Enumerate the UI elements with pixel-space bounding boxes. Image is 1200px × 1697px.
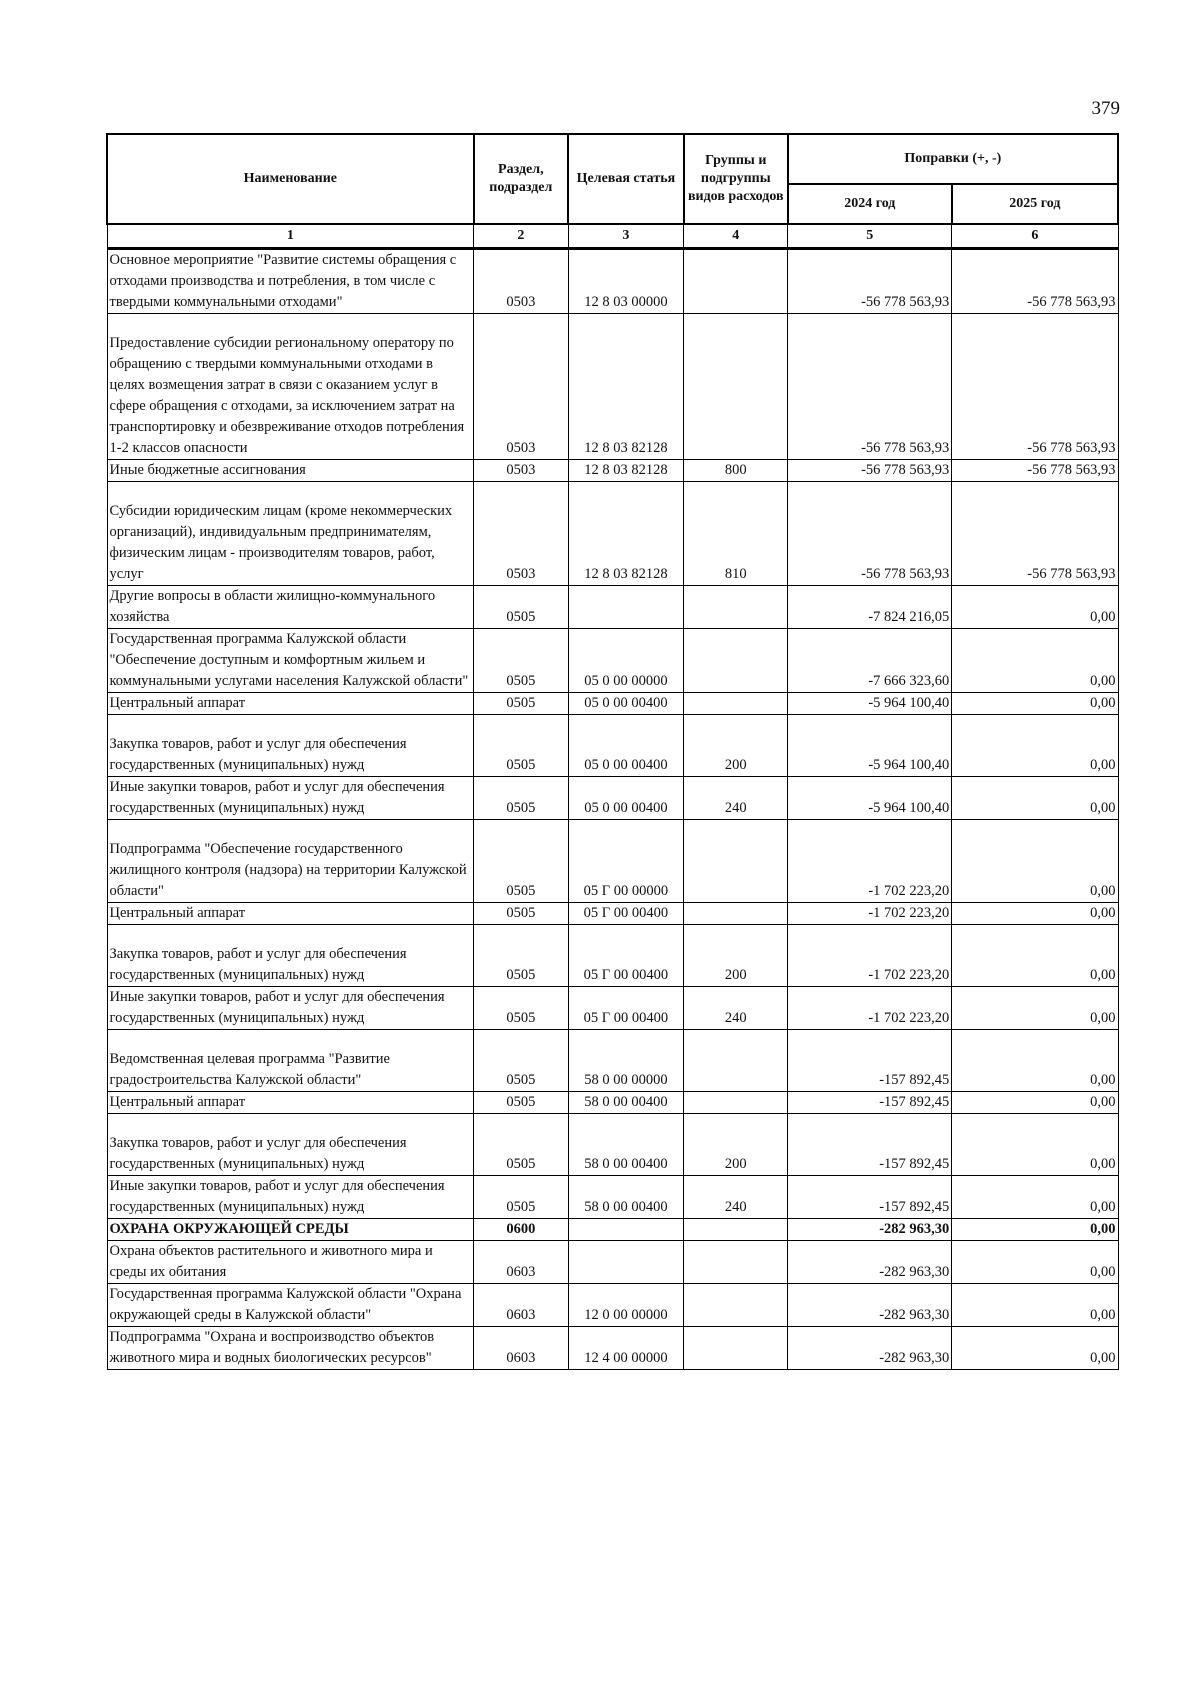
- row-amount-2024: -5 964 100,40: [788, 693, 952, 715]
- header-name: Наименование: [107, 134, 474, 224]
- row-target: 05 Г 00 00400: [568, 925, 684, 987]
- row-amount-2025: 0,00: [952, 1114, 1118, 1176]
- row-target: 58 0 00 00400: [568, 1114, 684, 1176]
- row-target: 05 0 00 00000: [568, 629, 684, 693]
- row-amount-2024: -56 778 563,93: [788, 249, 952, 314]
- table-row: [107, 249, 1118, 314]
- row-amount-2025: -56 778 563,93: [952, 314, 1118, 460]
- row-group: [684, 314, 788, 460]
- row-amount-2024: -56 778 563,93: [788, 482, 952, 586]
- table-row: [107, 1030, 1118, 1092]
- row-target: 05 Г 00 00000: [568, 820, 684, 903]
- header-year-2024: 2024 год: [788, 184, 952, 224]
- row-amount-2025: 0,00: [952, 1241, 1118, 1284]
- row-section: 0505: [474, 586, 568, 629]
- row-group: [684, 586, 788, 629]
- header-group: Группы и подгруппы видов расходов: [684, 134, 788, 224]
- table-row: [107, 903, 1118, 925]
- table-row: [107, 1114, 1118, 1176]
- row-amount-2025: 0,00: [952, 629, 1118, 693]
- table-row: [107, 586, 1118, 629]
- row-amount-2024: -1 702 223,20: [788, 987, 952, 1030]
- row-group: 200: [684, 715, 788, 777]
- row-amount-2025: 0,00: [952, 925, 1118, 987]
- table-row: [107, 1092, 1118, 1114]
- row-name: Государственная программа Калужской области "Охрана окружающей среды в Калужской области": [107, 1284, 474, 1327]
- row-group: [684, 249, 788, 314]
- row-section: 0505: [474, 777, 568, 820]
- row-amount-2024: -56 778 563,93: [788, 314, 952, 460]
- column-number: 5: [788, 224, 952, 249]
- row-amount-2024: -7 666 323,60: [788, 629, 952, 693]
- column-number: 2: [474, 224, 568, 249]
- row-name: Центральный аппарат: [107, 903, 474, 925]
- row-section: 0505: [474, 693, 568, 715]
- row-name: Другие вопросы в области жилищно-коммунального хозяйства: [107, 586, 474, 629]
- row-group: [684, 1219, 788, 1241]
- row-section: 0505: [474, 1114, 568, 1176]
- table-row: [107, 1327, 1118, 1370]
- row-name: Закупка товаров, работ и услуг для обеспечения государственных (муниципальных) нужд: [107, 1114, 474, 1176]
- row-amount-2025: -56 778 563,93: [952, 249, 1118, 314]
- row-target: [568, 586, 684, 629]
- header-section: Раздел, подраздел: [474, 134, 568, 224]
- row-amount-2024: -157 892,45: [788, 1092, 952, 1114]
- table-row: [107, 820, 1118, 903]
- row-section: 0505: [474, 820, 568, 903]
- row-target: 12 8 03 00000: [568, 249, 684, 314]
- row-group: 200: [684, 925, 788, 987]
- row-group: [684, 903, 788, 925]
- row-target: 05 0 00 00400: [568, 715, 684, 777]
- row-name: Иные закупки товаров, работ и услуг для обеспечения государственных (муниципальных) нужд: [107, 1176, 474, 1219]
- table-row: [107, 715, 1118, 777]
- row-amount-2024: -5 964 100,40: [788, 715, 952, 777]
- row-target: 05 0 00 00400: [568, 777, 684, 820]
- row-amount-2025: 0,00: [952, 693, 1118, 715]
- row-target: 58 0 00 00400: [568, 1092, 684, 1114]
- row-name: ОХРАНА ОКРУЖАЮЩЕЙ СРЕДЫ: [107, 1219, 474, 1241]
- row-name: Государственная программа Калужской области "Обеспечение доступным и комфортным жильем и коммунальными услугами населения Калужской области": [107, 629, 474, 693]
- row-name: Охрана объектов растительного и животного мира и среды их обитания: [107, 1241, 474, 1284]
- row-amount-2025: 0,00: [952, 903, 1118, 925]
- row-amount-2025: 0,00: [952, 1327, 1118, 1370]
- row-target: [568, 1219, 684, 1241]
- row-target: 58 0 00 00000: [568, 1030, 684, 1092]
- row-group: 240: [684, 987, 788, 1030]
- row-amount-2024: -7 824 216,05: [788, 586, 952, 629]
- row-name: Центральный аппарат: [107, 693, 474, 715]
- row-name: Субсидии юридическим лицам (кроме некоммерческих организаций), индивидуальным предпринимателям, физическим лицам - производителям товаров, работ, услуг: [107, 482, 474, 586]
- row-name: Подпрограмма "Обеспечение государственного жилищного контроля (надзора) на территории Калужской области": [107, 820, 474, 903]
- row-section: 0603: [474, 1327, 568, 1370]
- row-amount-2025: 0,00: [952, 1176, 1118, 1219]
- row-amount-2025: 0,00: [952, 586, 1118, 629]
- row-amount-2025: 0,00: [952, 987, 1118, 1030]
- row-section: 0503: [474, 249, 568, 314]
- table-row: [107, 1176, 1118, 1219]
- row-target: 12 8 03 82128: [568, 460, 684, 482]
- row-group: 240: [684, 1176, 788, 1219]
- row-section: 0505: [474, 987, 568, 1030]
- table-row: [107, 987, 1118, 1030]
- row-group: 240: [684, 777, 788, 820]
- table-row: [107, 460, 1118, 482]
- row-name: Предоставление субсидии региональному оператору по обращению с твердыми коммунальными отходами в целях возмещения затрат в связи с оказанием услуг в сфере обращения с отходами, за исключением затрат на транспортировку и обезвреживание отходов потребления 1-2 классов опасности: [107, 314, 474, 460]
- page-number: 379: [1091, 98, 1120, 119]
- row-name: Иные закупки товаров, работ и услуг для обеспечения государственных (муниципальных) нужд: [107, 777, 474, 820]
- row-amount-2025: 0,00: [952, 777, 1118, 820]
- row-section: 0505: [474, 1030, 568, 1092]
- row-amount-2025: 0,00: [952, 1092, 1118, 1114]
- table-row: [107, 693, 1118, 715]
- row-name: Центральный аппарат: [107, 1092, 474, 1114]
- row-target: 05 0 00 00400: [568, 693, 684, 715]
- row-amount-2024: -282 963,30: [788, 1284, 952, 1327]
- row-amount-2024: -157 892,45: [788, 1030, 952, 1092]
- row-amount-2025: -56 778 563,93: [952, 460, 1118, 482]
- row-amount-2025: 0,00: [952, 1030, 1118, 1092]
- row-target: 58 0 00 00400: [568, 1176, 684, 1219]
- row-group: [684, 1092, 788, 1114]
- row-target: 12 0 00 00000: [568, 1284, 684, 1327]
- row-amount-2024: -157 892,45: [788, 1176, 952, 1219]
- row-section: 0503: [474, 460, 568, 482]
- row-name: Закупка товаров, работ и услуг для обеспечения государственных (муниципальных) нужд: [107, 925, 474, 987]
- row-amount-2025: 0,00: [952, 715, 1118, 777]
- row-section: 0505: [474, 1092, 568, 1114]
- row-target: 12 8 03 82128: [568, 314, 684, 460]
- row-target: 12 4 00 00000: [568, 1327, 684, 1370]
- row-group: [684, 629, 788, 693]
- row-section: 0505: [474, 629, 568, 693]
- row-amount-2025: 0,00: [952, 1219, 1118, 1241]
- row-group: [684, 693, 788, 715]
- header-target: Целевая статья: [568, 134, 684, 224]
- row-group: 800: [684, 460, 788, 482]
- table-row: [107, 314, 1118, 460]
- row-group: [684, 820, 788, 903]
- row-amount-2024: -1 702 223,20: [788, 925, 952, 987]
- row-target: 05 Г 00 00400: [568, 903, 684, 925]
- row-amount-2024: -56 778 563,93: [788, 460, 952, 482]
- row-target: 12 8 03 82128: [568, 482, 684, 586]
- row-amount-2025: 0,00: [952, 820, 1118, 903]
- row-name: Иные бюджетные ассигнования: [107, 460, 474, 482]
- row-name: Подпрограмма "Охрана и воспроизводство объектов животного мира и водных биологических ресурсов": [107, 1327, 474, 1370]
- table-row: [107, 482, 1118, 586]
- header-year-2025: 2025 год: [952, 184, 1118, 224]
- column-number: 6: [952, 224, 1118, 249]
- row-group: 810: [684, 482, 788, 586]
- row-group: [684, 1284, 788, 1327]
- table-row: [107, 777, 1118, 820]
- row-target: [568, 1241, 684, 1284]
- header-amendments: Поправки (+, -): [788, 134, 1118, 184]
- row-name: Ведомственная целевая программа "Развитие градостроительства Калужской области": [107, 1030, 474, 1092]
- budget-amendments-table: [106, 133, 1119, 1370]
- row-name: Основное мероприятие "Развитие системы обращения с отходами производства и потребления, в том числе с твердыми коммунальными отходами": [107, 249, 474, 314]
- row-group: [684, 1327, 788, 1370]
- column-number: 4: [684, 224, 788, 249]
- row-amount-2024: -5 964 100,40: [788, 777, 952, 820]
- column-number: 3: [568, 224, 684, 249]
- table-row: [107, 629, 1118, 693]
- row-amount-2024: -1 702 223,20: [788, 820, 952, 903]
- row-name: Иные закупки товаров, работ и услуг для обеспечения государственных (муниципальных) нужд: [107, 987, 474, 1030]
- table-row: [107, 1284, 1118, 1327]
- row-section: 0505: [474, 925, 568, 987]
- row-section: 0603: [474, 1284, 568, 1327]
- row-amount-2024: -282 963,30: [788, 1327, 952, 1370]
- row-target: 05 Г 00 00400: [568, 987, 684, 1030]
- row-section: 0505: [474, 715, 568, 777]
- table-row: [107, 1241, 1118, 1284]
- row-group: [684, 1030, 788, 1092]
- row-group: 200: [684, 1114, 788, 1176]
- row-section: 0503: [474, 482, 568, 586]
- row-amount-2025: 0,00: [952, 1284, 1118, 1327]
- row-amount-2024: -157 892,45: [788, 1114, 952, 1176]
- row-section: 0503: [474, 314, 568, 460]
- row-group: [684, 1241, 788, 1284]
- row-name: Закупка товаров, работ и услуг для обеспечения государственных (муниципальных) нужд: [107, 715, 474, 777]
- row-amount-2024: -282 963,30: [788, 1241, 952, 1284]
- table-row: [107, 1219, 1118, 1241]
- row-section: 0603: [474, 1241, 568, 1284]
- table-row: [107, 925, 1118, 987]
- row-section: 0600: [474, 1219, 568, 1241]
- row-section: 0505: [474, 1176, 568, 1219]
- row-amount-2024: -1 702 223,20: [788, 903, 952, 925]
- column-number: 1: [107, 224, 474, 249]
- row-section: 0505: [474, 903, 568, 925]
- row-amount-2025: -56 778 563,93: [952, 482, 1118, 586]
- row-amount-2024: -282 963,30: [788, 1219, 952, 1241]
